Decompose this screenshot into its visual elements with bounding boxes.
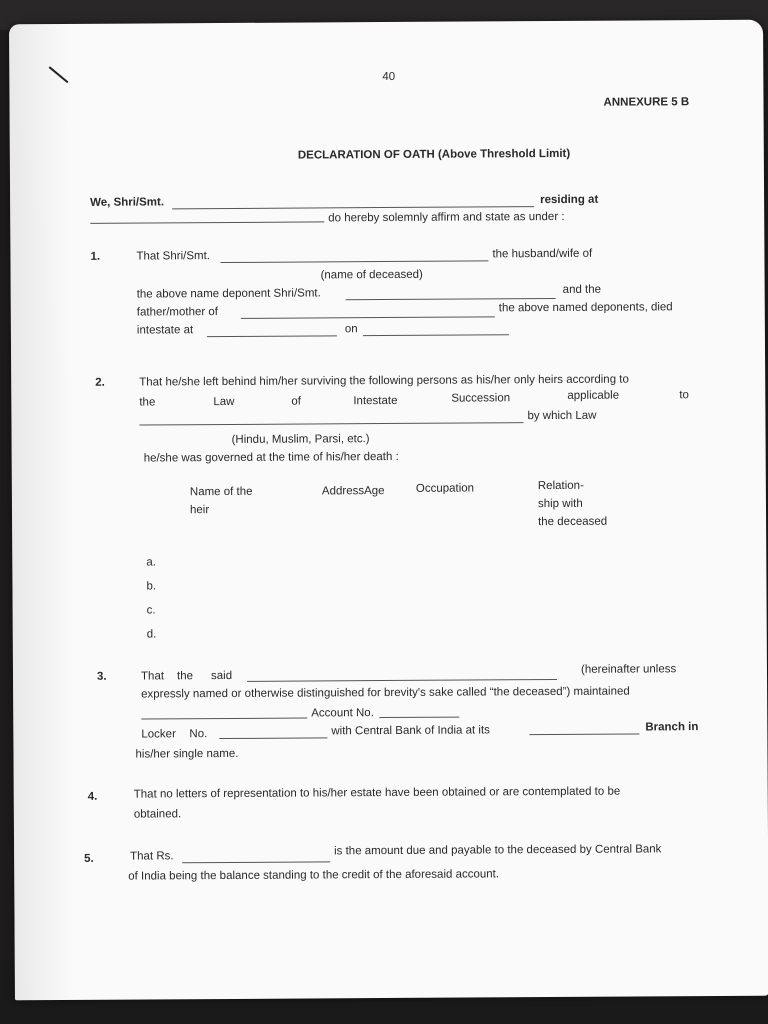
page-shadow [9, 24, 75, 1000]
s5-balance: of India being the balance standing to the credit of the aforesaid account. [128, 868, 500, 883]
s3-account-no: Account No. [311, 707, 374, 720]
section-2-number: 2. [95, 376, 105, 389]
s3-word: That [140, 670, 165, 683]
s3-word: Locker [141, 728, 176, 741]
blank-line [141, 718, 307, 720]
heir-row-c: c. [146, 604, 156, 617]
annexure-label: ANNEXURE 5 B [603, 96, 690, 109]
s3-word: No. [189, 728, 208, 741]
blank-line [182, 861, 330, 863]
col-address-age: AddressAge [321, 485, 385, 498]
col-relationship-3: the deceased [538, 515, 608, 529]
s1-name-of-deceased: (name of deceased) [320, 268, 423, 282]
col-heir-name: Name of the [189, 485, 253, 499]
s1-line4a: intestate at [136, 324, 194, 337]
s2-religions: (Hindu, Muslim, Parsi, etc.) [231, 433, 370, 446]
s5-that-rs: That Rs. [130, 850, 174, 863]
blank-line [241, 316, 495, 319]
s4-line1: That no letters of representation to his/her estate have been obtained or are contemplated to be [133, 785, 621, 801]
intro-affirm: do hereby solemnly affirm and state as under : [328, 210, 565, 225]
heir-row-a: a. [146, 556, 156, 569]
blank-line [363, 334, 509, 336]
s3-hereinafter: (hereinafter unless [580, 663, 677, 676]
s2-by-which-law: by which Law [527, 409, 597, 423]
s3-word: said [210, 669, 233, 683]
blank-line [379, 717, 459, 718]
s2-word: of [291, 395, 301, 408]
s1-line3a: father/mother of [136, 306, 219, 319]
page-number: 40 [382, 70, 396, 84]
s1-line2b: and the [562, 283, 602, 296]
col-occupation: Occupation [415, 482, 475, 495]
s3-single-name: his/her single name. [135, 747, 239, 761]
blank-line [247, 679, 557, 682]
blank-line [220, 260, 488, 263]
blank-line [219, 737, 327, 739]
heir-row-d: d. [146, 628, 157, 641]
s3-central-bank: with Central Bank of India at its [331, 724, 490, 738]
section-1-number: 1. [90, 250, 101, 263]
intro-we: We, Shri/Smt. [90, 196, 165, 209]
s2-word: applicable [567, 389, 620, 402]
s1-line2a: the above name deponent Shri/Smt. [136, 287, 321, 301]
s1-line1b: the husband/wife of [492, 247, 593, 261]
s5-amount-due: is the amount due and payable to the deceased by Central Bank [334, 843, 662, 858]
blank-line [139, 422, 523, 425]
blank-line [529, 733, 639, 735]
s2-line1: That he/she left behind him/her surviving the following persons as his/her only heirs according to [139, 373, 629, 389]
s1-line3b: the above named deponents, died [498, 301, 673, 315]
blank-line [172, 206, 534, 209]
s2-governed: he/she was governed at the time of his/her death : [143, 450, 399, 465]
section-4-number: 4. [87, 790, 98, 803]
s1-line1a: That Shri/Smt. [136, 250, 210, 263]
s2-word: to [679, 389, 689, 402]
col-heir-name-2: heir [189, 504, 210, 517]
s2-word: the [139, 396, 156, 409]
s2-word: Intestate [353, 394, 398, 408]
s2-word: Law [213, 395, 235, 409]
col-relationship-2: ship with [537, 497, 583, 511]
s3-word: the [176, 670, 194, 683]
section-3-number: 3. [96, 670, 107, 683]
document-title: DECLARATION OF OATH (Above Threshold Limit) [297, 147, 571, 162]
s1-line4b: on [344, 323, 358, 336]
document-page [9, 20, 768, 1001]
s4-line2: obtained. [133, 808, 182, 821]
s3-branch-in: Branch in [645, 721, 699, 734]
s3-line2: expressly named or otherwise distinguished for brevity's sake called “the deceased”) maintained [141, 685, 630, 701]
section-5-number: 5. [84, 852, 94, 865]
blank-line [346, 298, 556, 300]
blank-line [90, 221, 324, 223]
col-relationship: Relation- [537, 479, 584, 493]
blank-line [207, 335, 337, 337]
s2-word: Succession [451, 392, 511, 405]
heir-row-b: b. [146, 580, 157, 593]
intro-residing: residing at [540, 193, 599, 207]
